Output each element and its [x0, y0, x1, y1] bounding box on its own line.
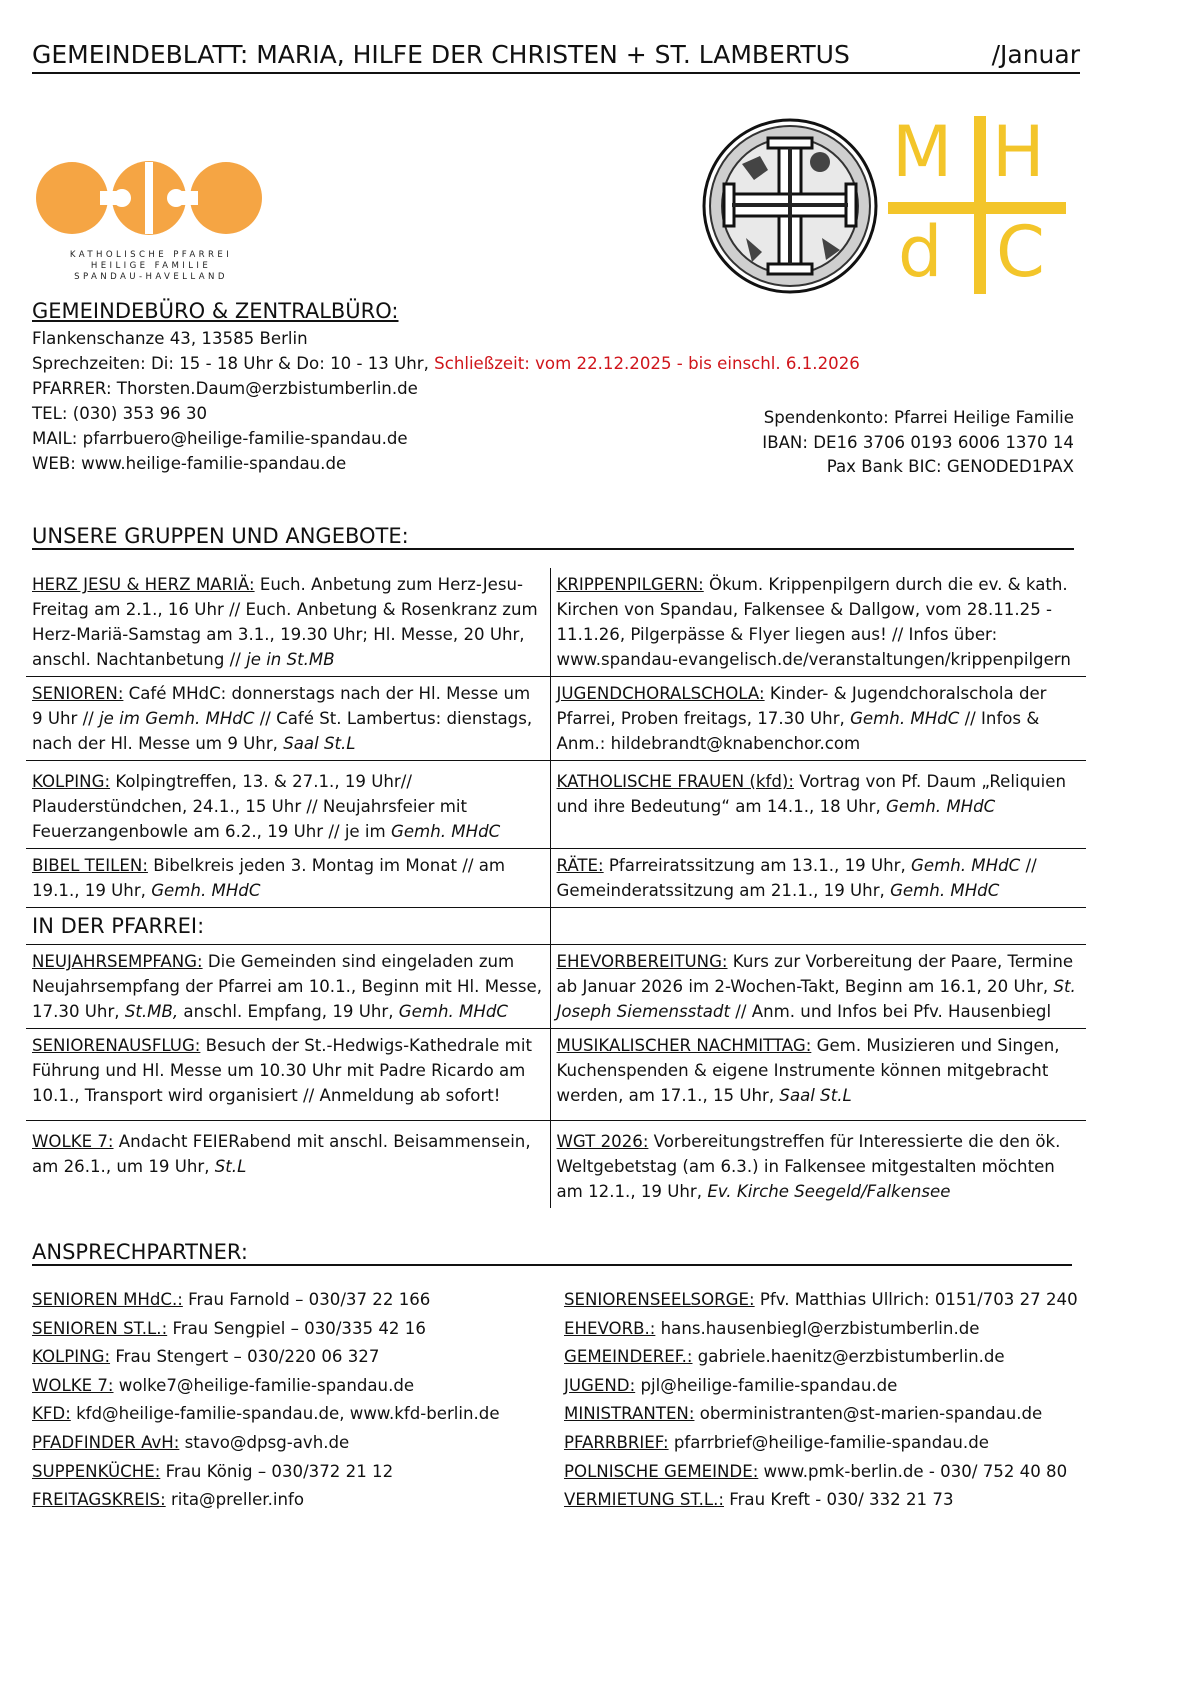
contact-value[interactable]: oberministranten@st-marien-spandau.de [694, 1404, 1043, 1424]
contacts-right [564, 1286, 1078, 1515]
contact-item [32, 1343, 500, 1372]
donation-line-1: Spendenkonto: Pfarrei Heilige Familie [763, 408, 1074, 427]
contact-label: VERMIETUNG ST.L.: [564, 1490, 724, 1510]
cell-text: Gem. Musizieren und Singen, Kuchenspenden & eigene Instrumente können mitgebracht werden, am 17.1., 15 Uhr, [556, 1036, 1060, 1105]
contact-value: Frau Stengert – 030/220 06 327 [110, 1347, 380, 1367]
cell-label: JUGENDCHORALSCHOLA: [556, 684, 765, 703]
cell-text: Andacht FEIERabend mit anschl. Beisammensein, am 26.1., um 19 Uhr, [32, 1132, 531, 1176]
table-row [26, 568, 1086, 677]
cell-bibel-teilen [26, 849, 550, 908]
contact-value[interactable]: www.pmk-berlin.de - 030/ 752 40 80 [758, 1461, 1068, 1481]
cell-wolke-7 [26, 1121, 550, 1209]
contact-item [564, 1372, 1078, 1401]
contact-label: PFADFINDER AvH: [32, 1432, 180, 1452]
cell-text: Ökum. Krippenpilgern durch die ev. & kath. Kirchen von Spandau, Falkensee & Dallgow, vom 28.11.25 - 11.1.26, Pilgerpässe & Flyer liegen aus! // Infos über: www.spandau-evangelisch.de/veranstaltungen/krippenpilgern [556, 575, 1071, 669]
contacts-heading-rule [32, 1264, 1072, 1266]
contact-item [564, 1429, 1078, 1458]
cell-label: KOLPING: [32, 772, 111, 791]
cell-italic: Gemh. MHdC [850, 709, 960, 728]
mhdc-letter-d: d [898, 211, 943, 293]
contact-item [564, 1286, 1078, 1315]
donation-line-2: IBAN: DE16 3706 0193 6006 1370 14 [762, 432, 1074, 452]
office-hours: Sprechzeiten: Di: 15 - 18 Uhr & Do: 10 - 13 Uhr, [32, 354, 429, 373]
cell-parish-heading [26, 908, 550, 945]
cell-musikalischer-nachmittag [550, 1029, 1086, 1121]
cell-wgt-2026 [550, 1121, 1086, 1209]
contact-item [564, 1486, 1078, 1515]
cell-kfd [550, 761, 1086, 849]
groups-heading-rule [32, 548, 1074, 550]
cell-ehevorbereitung [550, 945, 1086, 1029]
cell-italic: St.MB, [124, 1002, 179, 1021]
cell-text: Euch. Anbetung zum Herz-Jesu-Freitag am 2.1., 16 Uhr // Euch. Anbetung & Rosenkranz zum Herz-Mariä-Samstag am 3.1., 19.30 Uhr; Hl. Messe, 20 Uhr, anschl. Nachtanbetung // [32, 575, 538, 669]
cell-label: BIBEL TEILEN: [32, 856, 148, 875]
donation-account [762, 406, 1074, 480]
cell-italic: Gemh. MHdC [151, 881, 261, 900]
contact-value[interactable]: kfd@heilige-familie-spandau.de, www.kfd-berlin.de [70, 1404, 500, 1424]
contact-value[interactable]: pfarrbrief@heilige-familie-spandau.de [668, 1432, 989, 1452]
table-row [26, 1029, 1086, 1121]
table-row [26, 677, 1086, 761]
cell-italic: Gemh. MHdC [886, 797, 996, 816]
cell-krippenpilgern [550, 568, 1086, 677]
cell-text: Café MHdC: donnerstags nach der Hl. Messe um 9 Uhr // [32, 684, 531, 728]
mhdc-letter-m: M [892, 111, 953, 193]
cell-label: KATHOLISCHE FRAUEN (kfd): [556, 772, 794, 791]
contact-item [564, 1315, 1078, 1344]
cell-label: WOLKE 7: [32, 1132, 114, 1151]
cell-italic: Gemh. MHdC [390, 822, 501, 841]
contact-label: SENIOREN MHdC.: [32, 1290, 183, 1309]
cell-text-tail: // Infos & Anm.: hildebrandt@knabenchor.com [556, 709, 1040, 753]
cell-text: Vortrag von Pf. Daum „Reliquien und ihre Bedeutung“ am 14.1., 18 Uhr, [556, 772, 1066, 816]
contact-item [32, 1486, 500, 1515]
cell-italic-2: Saal St.L [283, 734, 356, 753]
page-title [32, 38, 1080, 74]
cell-text: Pfarreiratssitzung am 13.1., 19 Uhr, [603, 856, 911, 875]
contact-value: Frau Kreft - 030/ 332 21 73 [723, 1490, 954, 1510]
cell-label: RÄTE: [556, 856, 604, 875]
office-web[interactable]: WEB: www.heilige-familie-spandau.de [32, 454, 347, 473]
table-row [26, 1121, 1086, 1209]
contact-value[interactable]: hans.hausenbiegl@erzbistumberlin.de [655, 1318, 980, 1338]
contact-value[interactable]: wolke7@heilige-familie-spandau.de [113, 1375, 415, 1395]
cell-italic: Ev. Kirche Seegeld/Falkensee [707, 1182, 951, 1201]
cell-jugendchoralschola [550, 677, 1086, 761]
cell-empty [550, 908, 1086, 945]
contact-item [32, 1286, 500, 1315]
cell-text-tail: // Café St. Lambertus: dienstags, nach der Hl. Messe um 9 Uhr, [32, 709, 533, 753]
cell-italic-2: Gemh. MHdC [890, 881, 1000, 900]
cell-kolping [26, 761, 550, 849]
contact-item [564, 1400, 1078, 1429]
parish-logo [36, 158, 266, 282]
contact-label: KOLPING: [32, 1347, 111, 1367]
office-closure: Schließzeit: vom 22.12.2025 - bis einschl. 6.1.2026 [434, 354, 860, 373]
cell-text: Kinder- & Jugendchoralschola der Pfarrei, Proben freitags, 17.30 Uhr, [556, 684, 1047, 728]
groups-heading: UNSERE GRUPPEN UND ANGEBOTE: [32, 524, 409, 548]
parish-logo-icon [36, 158, 266, 238]
office-info [32, 296, 860, 476]
contact-value[interactable]: pjl@heilige-familie-spandau.de [635, 1375, 898, 1395]
cell-italic: Saal St.L [779, 1086, 852, 1105]
cell-italic: je im Gemh. MHdC [99, 709, 255, 728]
contact-label: PFARRBRIEF: [564, 1432, 669, 1452]
contact-value: Frau König – 030/372 21 12 [160, 1461, 394, 1481]
contact-label: SUPPENKÜCHE: [32, 1461, 161, 1481]
contact-value[interactable]: gabriele.haenitz@erzbistumberlin.de [692, 1347, 1005, 1367]
st-lambertus-seal [702, 118, 878, 294]
mhdc-letter-h: H [992, 111, 1045, 193]
parish-heading: IN DER PFARREI: [32, 914, 205, 938]
contact-item [564, 1458, 1078, 1487]
office-address: Flankenschanze 43, 13585 Berlin [32, 329, 308, 348]
donation-line-3: Pax Bank BIC: GENODED1PAX [826, 457, 1074, 476]
cell-text-tail: // Gemeinderatssitzung am 21.1., 19 Uhr, [556, 856, 1037, 900]
cell-label: EHEVORBEREITUNG: [556, 952, 728, 971]
cell-text-tail: // Anm. und Infos bei Pfv. Hausenbiegl [729, 1002, 1052, 1021]
mhdc-letter-c: C [996, 211, 1045, 293]
cell-neujahrsempfang [26, 945, 550, 1029]
contact-value: Frau Sengpiel – 030/335 42 16 [167, 1318, 426, 1338]
table-row [26, 945, 1086, 1029]
cell-label: HERZ JESU & HERZ MARIÄ: [32, 575, 255, 594]
logo-line-2: HEILIGE FAMILIE [90, 261, 212, 271]
contact-label: POLNISCHE GEMEINDE: [564, 1461, 759, 1481]
table-row [26, 908, 1086, 945]
cell-label: SENIOREN: [32, 684, 124, 703]
cell-label: MUSIKALISCHER NACHMITTAG: [556, 1036, 812, 1055]
contact-item [32, 1429, 500, 1458]
office-heading: GEMEINDEBÜRO & ZENTRALBÜRO: [32, 299, 399, 323]
contact-label: SENIORENSEELSORGE: [564, 1290, 755, 1309]
mhdc-logo [888, 111, 1066, 294]
contact-item [32, 1315, 500, 1344]
office-mail[interactable]: MAIL: pfarrbuero@heilige-familie-spandau.de [32, 429, 408, 448]
cross-seal-icon [702, 118, 878, 294]
office-tel: TEL: (030) 353 96 30 [32, 404, 208, 423]
contact-label: SENIOREN ST.L.: [32, 1318, 168, 1338]
contact-label: GEMEINDEREF.: [564, 1347, 693, 1367]
cell-italic-2: Gemh. MHdC [398, 1002, 508, 1021]
table-row [26, 849, 1086, 908]
cell-italic: Gemh. MHdC [911, 856, 1021, 875]
cell-text-tail: anschl. Empfang, 19 Uhr, [178, 1002, 399, 1021]
contact-item [32, 1400, 500, 1429]
office-pfarrer[interactable]: PFARRER: Thorsten.Daum@erzbistumberlin.de [32, 379, 418, 398]
contacts-heading: ANSPRECHPARTNER: [32, 1240, 248, 1264]
contact-label: FREITAGSKREIS: [32, 1490, 166, 1510]
contact-item [32, 1372, 500, 1401]
cell-text: Besuch der St.-Hedwigs-Kathedrale mit Führung und Hl. Messe um 10.30 Uhr mit Padre Ricardo am 10.1., Transport wird organisiert // Anmeldung ab sofort! [32, 1036, 532, 1105]
contact-label: EHEVORB.: [564, 1318, 656, 1338]
month-label: /Januar [991, 40, 1080, 69]
cell-text: Kurs zur Vorbereitung der Paare, Termine ab Januar 2026 im 2-Wochen-Takt, Beginn am 16.1, 20 Uhr, [556, 952, 1074, 996]
contact-item [32, 1458, 500, 1487]
office-hours-line [32, 351, 860, 376]
table-row [26, 761, 1086, 849]
cell-seniorenausflug [26, 1029, 550, 1121]
contact-value[interactable]: rita@preller.info [165, 1490, 304, 1510]
contacts-left [32, 1286, 500, 1515]
contact-value[interactable]: stavo@dpsg-avh.de [179, 1432, 350, 1452]
contact-item [564, 1343, 1078, 1372]
contact-label: WOLKE 7: [32, 1375, 114, 1395]
cell-label: NEUJAHRSEMPFANG: [32, 952, 203, 971]
cell-label: WGT 2026: [556, 1132, 649, 1151]
cell-herz-jesu [26, 568, 550, 677]
cell-italic: St.L [214, 1157, 247, 1176]
contact-label: JUGEND: [564, 1375, 636, 1395]
cell-text: Vorbereitungstreffen für Interessierte die den ök. Weltgebetstag (am 6.3.) in Falkensee mitgestalten möchten am 12.1., 19 Uhr, [556, 1132, 1061, 1201]
newsletter-title: GEMEINDEBLATT: MARIA, HILFE DER CHRISTEN + ST. LAMBERTUS [32, 40, 850, 69]
cell-text: Die Gemeinden sind eingeladen zum Neujahrsempfang der Pfarrei am 10.1., Beginn mit Hl. Messe, 17.30 Uhr, [32, 952, 542, 1021]
groups-table [26, 568, 1086, 1208]
cell-raete [550, 849, 1086, 908]
cell-label: KRIPPENPILGERN: [556, 575, 704, 594]
contact-value: Frau Farnold – 030/37 22 166 [182, 1290, 431, 1309]
cell-italic: je in St.MB [246, 650, 335, 669]
cell-senioren [26, 677, 550, 761]
contact-label: MINISTRANTEN: [564, 1404, 695, 1424]
cell-label: SENIORENAUSFLUG: [32, 1036, 201, 1055]
cell-text: Bibelkreis jeden 3. Montag im Monat // am 19.1., 19 Uhr, [32, 856, 506, 900]
contact-value: Pfv. Matthias Ullrich: 0151/703 27 240 [754, 1290, 1078, 1309]
cell-text: Kolpingtreffen, 13. & 27.1., 19 Uhr// Plauderstündchen, 24.1., 15 Uhr // Neujahrsfeier mit Feuerzangenbowle am 6.2., 19 Uhr // je im [32, 772, 468, 841]
contact-label: KFD: [32, 1404, 71, 1424]
logo-line-3: SPANDAU-HAVELLAND [74, 272, 228, 282]
cell-italic: St. Joseph Siemensstadt [556, 977, 1076, 1021]
logo-line-1: KATHOLISCHE PFARREI [69, 250, 233, 260]
